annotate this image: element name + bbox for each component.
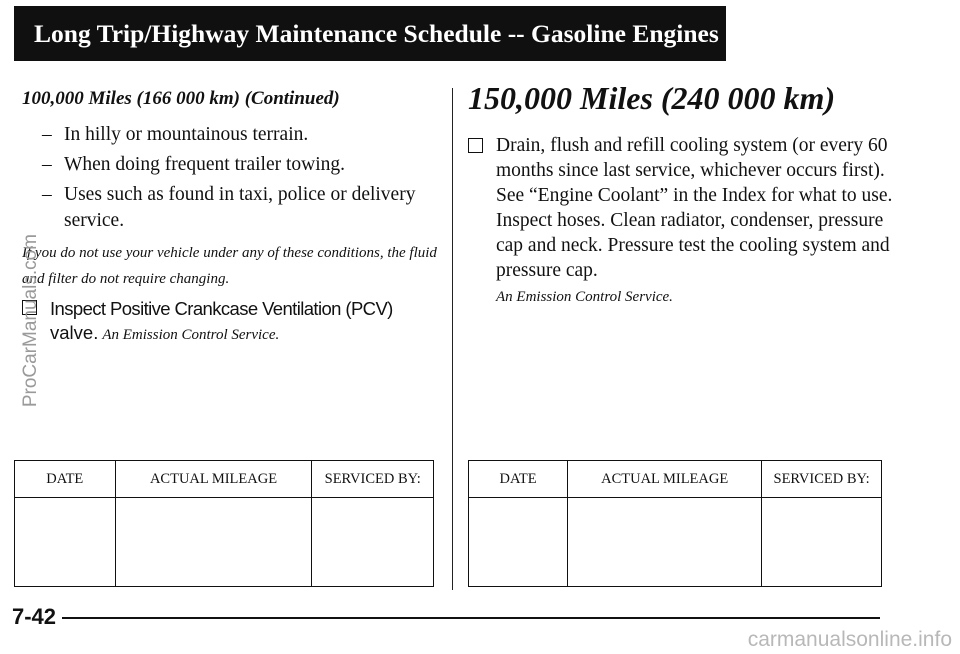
pcv-text: Inspect Positive Crankcase Ventilation (PCV) bbox=[50, 298, 393, 319]
service-log-table-left bbox=[14, 460, 434, 587]
header-mileage: ACTUAL MILEAGE bbox=[568, 461, 762, 498]
left-column bbox=[22, 88, 442, 344]
pcv-text-cont: valve. bbox=[50, 322, 99, 343]
pcv-check-item bbox=[22, 296, 442, 344]
table-header-row bbox=[15, 461, 434, 498]
header-date: DATE bbox=[15, 461, 116, 498]
header-serviced-by: SERVICED BY: bbox=[312, 461, 434, 498]
emission-service-note: An Emission Control Service. bbox=[496, 289, 673, 305]
footer-rule bbox=[62, 617, 880, 619]
header-serviced-by: SERVICED BY: bbox=[762, 461, 882, 498]
list-item: – When doing frequent trailer towing. bbox=[42, 154, 346, 175]
serviced-by-cell[interactable] bbox=[312, 498, 434, 587]
left-heading: 100,000 Miles (166 000 km) (Continued) bbox=[22, 88, 340, 109]
service-log-table-right bbox=[468, 460, 882, 587]
table-row bbox=[15, 498, 434, 587]
serviced-by-cell[interactable] bbox=[762, 498, 882, 587]
right-heading: 150,000 Miles (240 000 km) bbox=[468, 80, 836, 116]
condition-list bbox=[22, 122, 442, 234]
list-item: – In hilly or mountainous terrain. bbox=[42, 124, 309, 145]
page-number: 7-42 bbox=[12, 604, 57, 629]
page-banner: Long Trip/Highway Maintenance Schedule -- Gasoline Engines bbox=[14, 6, 726, 61]
list-item: – Uses such as found in taxi, police or delivery service. bbox=[42, 184, 416, 231]
checkbox-cooling[interactable] bbox=[468, 138, 483, 153]
cooling-text: Drain, flush and refill cooling system (or every 60 months since last service, whichever occurs first). See “Engine Coolant” in the Index for what to use. Inspect hoses. Clean radiator, condenser, pressure cap and neck. Pressure test the cooling system and pressure cap. bbox=[496, 135, 893, 281]
header-date: DATE bbox=[469, 461, 568, 498]
column-divider bbox=[452, 88, 453, 590]
table-header-row bbox=[469, 461, 882, 498]
emission-service-note: An Emission Control Service. bbox=[102, 327, 280, 343]
mileage-cell[interactable] bbox=[568, 498, 762, 587]
fluid-note: If you do not use your vehicle under any of these conditions, the fluid and filter do not require changing. bbox=[22, 245, 437, 287]
date-cell[interactable] bbox=[15, 498, 116, 587]
mileage-cell[interactable] bbox=[115, 498, 312, 587]
cooling-check-item bbox=[468, 133, 898, 283]
table-row bbox=[469, 498, 882, 587]
bottom-watermark: carmanualsonline.info bbox=[747, 628, 952, 651]
date-cell[interactable] bbox=[469, 498, 568, 587]
header-mileage: ACTUAL MILEAGE bbox=[115, 461, 312, 498]
right-column bbox=[468, 80, 898, 306]
